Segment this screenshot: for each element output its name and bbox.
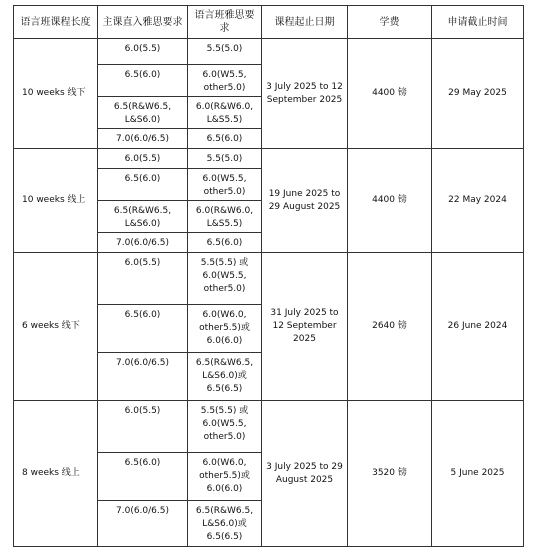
header-language-ielts: 语言班雅思要求	[188, 6, 262, 39]
course-dates: 31 July 2025 to 12 September 2025	[262, 253, 348, 401]
main-requirement: 7.0(6.0/6.5)	[98, 129, 188, 149]
header-main-ielts: 主课直入雅思要求	[98, 6, 188, 39]
language-requirement: 6.0(W5.5, other5.0)	[188, 65, 262, 97]
table-row	[14, 149, 524, 169]
course-duration: 10 weeks 线上	[14, 149, 98, 253]
language-requirement: 6.0(R&W6.0, L&S5.5)	[188, 201, 262, 233]
language-requirement: 5.5(5.5) 或 6.0(W5.5, other5.0)	[188, 253, 262, 305]
main-requirement: 6.5(6.0)	[98, 169, 188, 201]
language-requirement: 6.5(6.0)	[188, 129, 262, 149]
header-fee: 学费	[348, 6, 432, 39]
course-table	[13, 5, 524, 547]
course-dates: 3 July 2025 to 29 August 2025	[262, 401, 348, 547]
main-requirement: 6.5(R&W6.5, L&S6.0)	[98, 201, 188, 233]
course-duration: 10 weeks 线下	[14, 39, 98, 149]
main-requirement: 7.0(6.0/6.5)	[98, 353, 188, 401]
main-requirement: 6.5(R&W6.5, L&S6.0)	[98, 97, 188, 129]
main-requirement: 6.0(5.5)	[98, 149, 188, 169]
tuition-fee: 2640 镑	[348, 253, 432, 401]
main-requirement: 6.0(5.5)	[98, 401, 188, 453]
course-dates: 3 July 2025 to 12 September 2025	[262, 39, 348, 149]
table-row	[14, 401, 524, 453]
course-dates: 19 June 2025 to 29 August 2025	[262, 149, 348, 253]
header-dates: 课程起止日期	[262, 6, 348, 39]
main-requirement: 6.0(5.5)	[98, 39, 188, 65]
course-table-container	[13, 5, 524, 547]
language-requirement: 6.5(R&W6.5, L&S6.0)或 6.5(6.5)	[188, 501, 262, 547]
language-requirement: 5.5(5.5) 或 6.0(W5.5, other5.0)	[188, 401, 262, 453]
application-deadline: 22 May 2024	[432, 149, 524, 253]
table-row	[14, 39, 524, 65]
language-requirement: 6.5(6.0)	[188, 233, 262, 253]
application-deadline: 29 May 2025	[432, 39, 524, 149]
main-requirement: 6.5(6.0)	[98, 65, 188, 97]
tuition-fee: 4400 镑	[348, 149, 432, 253]
language-requirement: 6.0(R&W6.0, L&S5.5)	[188, 97, 262, 129]
application-deadline: 26 June 2024	[432, 253, 524, 401]
main-requirement: 7.0(6.0/6.5)	[98, 233, 188, 253]
header-row	[14, 6, 524, 39]
main-requirement: 6.0(5.5)	[98, 253, 188, 305]
header-duration: 语言班课程长度	[14, 6, 98, 39]
tuition-fee: 4400 镑	[348, 39, 432, 149]
main-requirement: 6.5(6.0)	[98, 453, 188, 501]
application-deadline: 5 June 2025	[432, 401, 524, 547]
language-requirement: 6.0(W5.5, other5.0)	[188, 169, 262, 201]
main-requirement: 7.0(6.0/6.5)	[98, 501, 188, 547]
language-requirement: 5.5(5.0)	[188, 39, 262, 65]
header-deadline: 申请截止时间	[432, 6, 524, 39]
course-duration: 6 weeks 线下	[14, 253, 98, 401]
table-row	[14, 253, 524, 305]
language-requirement: 6.0(W6.0, other5.5)或 6.0(6.0)	[188, 305, 262, 353]
language-requirement: 6.5(R&W6.5, L&S6.0)或 6.5(6.5)	[188, 353, 262, 401]
main-requirement: 6.5(6.0)	[98, 305, 188, 353]
course-duration: 8 weeks 线上	[14, 401, 98, 547]
tuition-fee: 3520 镑	[348, 401, 432, 547]
language-requirement: 5.5(5.0)	[188, 149, 262, 169]
language-requirement: 6.0(W6.0, other5.5)或 6.0(6.0)	[188, 453, 262, 501]
